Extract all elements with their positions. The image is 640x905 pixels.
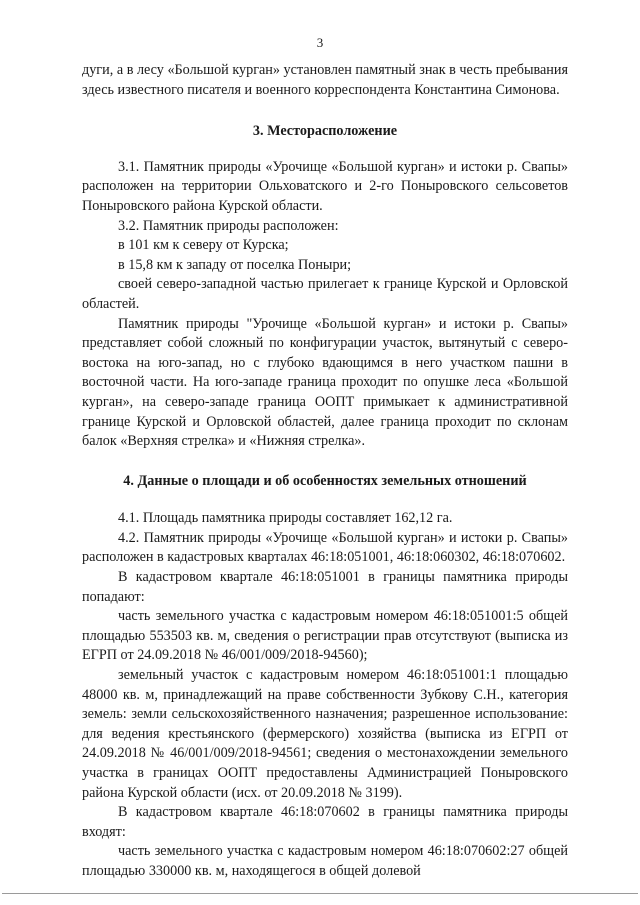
section-4-heading: 4. Данные о площади и об особенностях земельных отношений: [123, 472, 527, 489]
spacer: [82, 100, 568, 122]
paragraph-boundary-description: Памятник природы "Урочище «Большой курган» и истоки р. Свапы» представляет собой сложный по конфигурации участок, вытянутый с северо-востока на юго-запад, но с глубоко вдающимся в него участком пашни в восточной части. На юго-западе граница проходит по опушке леса «Большой курган», на северо-западе граница ООПТ примыкает к административной границе Курской и Орловской областей, далее граница проходит по склонам балок «Верхняя стрелка» и «Нижняя стрелка».: [82, 315, 568, 450]
paragraph-4-2: 4.2. Памятник природы «Урочище «Большой курган» и истоки р. Свапы» расположен в кадастровых кварталах 46:18:051001, 46:18:060302, 46:18:070602.: [82, 529, 568, 566]
paragraph-plot-070602-27: часть земельного участка с кадастровым номером 46:18:070602:27 общей площадью 330000 кв. м, находящегося в общей долевой: [82, 843, 568, 879]
scan-bottom-edge: [2, 893, 638, 894]
paragraph-quarter-070602: В кадастровом квартале 46:18:070602 в границы памятника природы входят:: [82, 804, 568, 840]
location-item-kursk: в 101 км к северу от Курска;: [118, 237, 289, 254]
paragraph-4-1: 4.1. Площадь памятника природы составляет 162,12 га.: [118, 510, 453, 527]
continuation-paragraph: дуги, а в лесу «Большой курган» установлен памятный знак в честь пребывания здесь известного писателя и военного корреспондента Константина Симонова.: [82, 62, 568, 98]
location-item-border: своей северо-западной частью прилегает к границе Курской и Орловской областей.: [82, 276, 568, 312]
paragraph-plot-051001-5: часть земельного участка с кадастровым номером 46:18:051001:5 общей площадью 553503 кв. м, сведения о регистрации прав отсутствуют (выписка из ЕГРП от 24.09.2018 № 46/001/009/2018-94560);: [82, 608, 568, 664]
paragraph-quarter-051001: В кадастровом квартале 46:18:051001 в границы памятника природы попадают:: [82, 569, 568, 605]
paragraph-3-1: 3.1. Памятник природы «Урочище «Большой курган» и истоки р. Свапы» расположен на территории Ольховатского и 2-го Поныровского сельсоветов Поныровского района Курской области.: [82, 158, 568, 214]
paragraph-plot-051001-1: земельный участок с кадастровым номером 46:18:051001:1 площадью 48000 кв. м, принадлежащий на праве собственности Зубкову С.Н., категория земель: земли сельскохозяйственного назначения; разрешенное использование: для ведения крестьянского (фермерского) хозяйства (выписка из ЕГРП от 24.09.2018 № 46/001/009/2018-94561; сведения о местонахождении земельного участка в границах ООПТ предоставлены Администрацией Поныровского района Курской области (исх. от 20.09.2018 № 3199).: [82, 667, 568, 801]
section-3-heading: 3. Месторасположение: [252, 123, 398, 140]
location-item-ponyri: в 15,8 км к западу от поселка Поныри;: [118, 256, 352, 273]
spacer: [82, 491, 568, 509]
page-number: 3: [316, 35, 324, 50]
page-content: [82, 61, 568, 882]
paragraph-3-2: 3.2. Памятник природы расположен:: [118, 217, 339, 234]
spacer: [82, 142, 568, 158]
spacer: [82, 452, 568, 472]
